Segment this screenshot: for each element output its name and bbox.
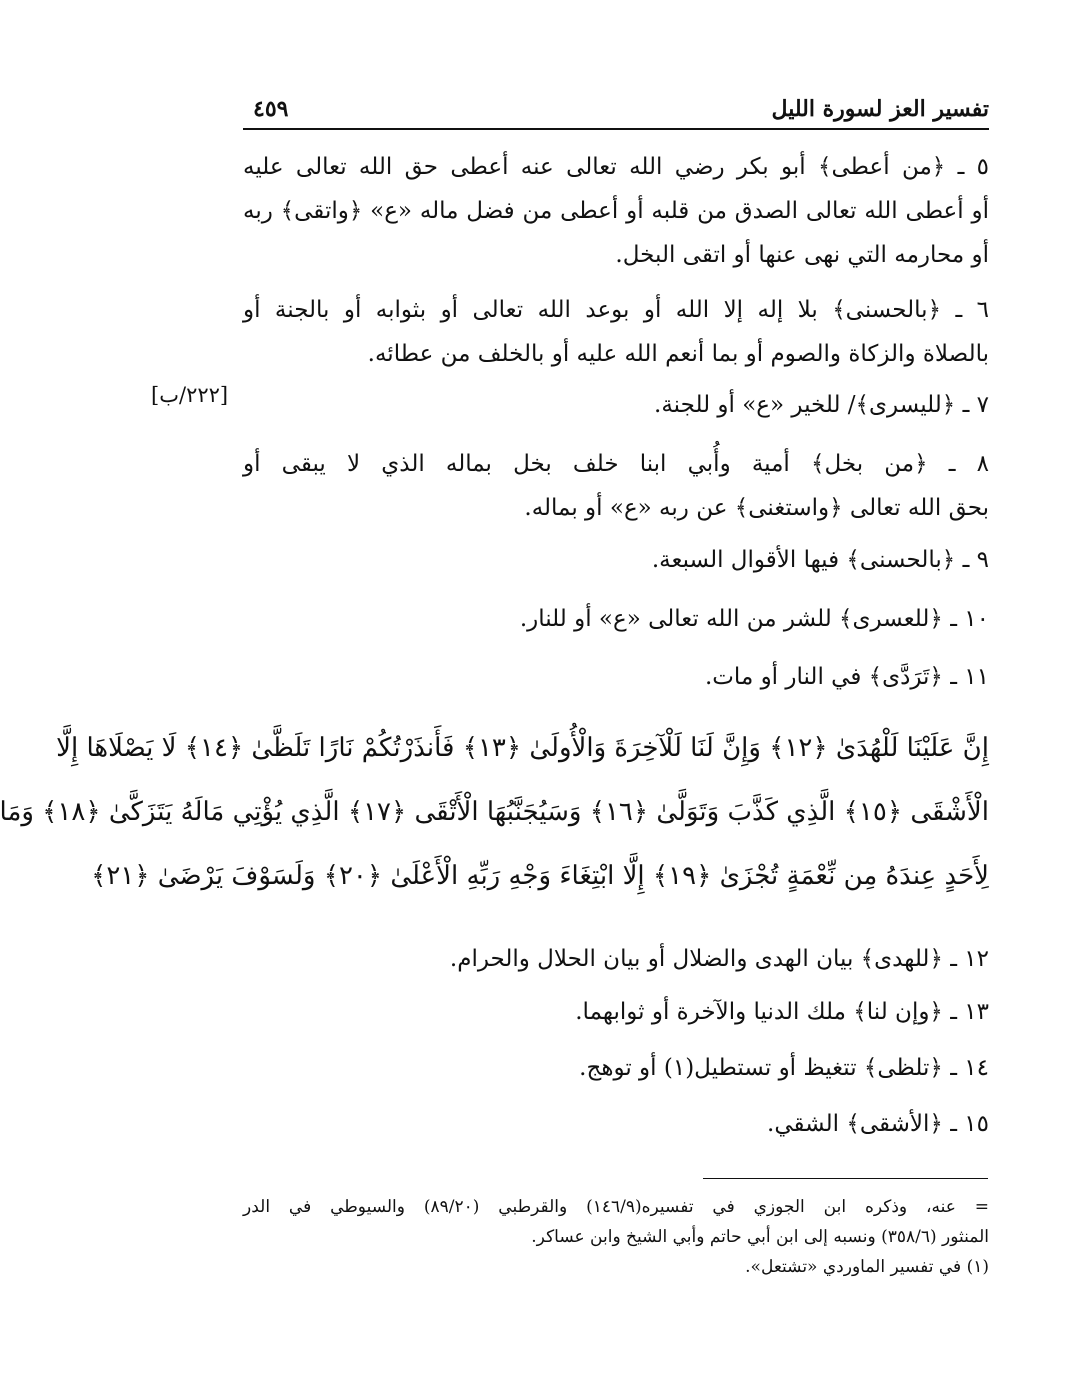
commentary-entry-5 [243,145,989,277]
text-line: ٦ ـ ﴿بالحسنى﴾ بلا إله إلا الله أو بوعد الله تعالى أو بثوابه أو بالجنة أو [243,297,989,323]
text-line: بالصلاة والزكاة والصوم أو بما أنعم الله عليه أو بالخلف من عطائه. [367,341,989,367]
quran-verses [0,716,989,908]
verse-line: لِأَحَدٍ عِندَهُ مِن نِّعْمَةٍ تُجْزَىٰ ﴿١٩﴾ إِلَّا ابْتِغَاءَ وَجْهِ رَبِّهِ الْأَعْلَىٰ ﴿٢٠﴾ وَلَسَوْفَ يَرْضَىٰ ﴿٢١﴾ [91,861,989,891]
footnote-separator [703,1178,988,1179]
text-line: أو محارمه التي نهى عنها أو اتقى البخل. [615,242,989,268]
text-line: بحق الله تعالى ﴿واستغنى﴾ عن ربه «ع» أو بماله. [524,495,989,521]
verse-line: إِنَّ عَلَيْنَا لَلْهُدَىٰ ﴿١٢﴾ وَإِنَّ لَنَا لَلْآخِرَةَ وَالْأُولَىٰ ﴿١٣﴾ فَأَنذَرْتُكُمْ نَارًا تَلَظَّىٰ ﴿١٤﴾ لَا يَصْلَاهَا إِلَّا [56,733,989,763]
commentary-entry-12 [243,937,989,981]
text-line: أو أعطى الله تعالى الصدق من قلبه أو أعطى من فضل ماله «ع» ﴿واتقى﴾ ربه [243,198,989,224]
commentary-entry-8 [243,442,989,530]
text-line: ٩ ـ ﴿بالحسنى﴾ فيها الأقوال السبعة. [651,547,989,573]
text-line: ١٤ ـ ﴿تلظى﴾ تتغيظ أو تستطيل(١) أو توهج. [579,1055,989,1081]
footnote-1: (١) في تفسير الماوردي «تشتعل». [745,1257,989,1277]
commentary-entry-6 [243,288,989,376]
text-line: ١٢ ـ ﴿للهدى﴾ بيان الهدى والضلال أو بيان الحلال والحرام. [449,946,989,972]
verse-line: الْأَشْقَى ﴿١٥﴾ الَّذِي كَذَّبَ وَتَوَلَّىٰ ﴿١٦﴾ وَسَيُجَنَّبُهَا الْأَتْقَى ﴿١٧﴾ الَّذِي يُؤْتِي مَالَهُ يَتَزَكَّىٰ ﴿١٨﴾ وَمَا [0,797,989,827]
footnote-line: = عنه، وذكره ابن الجوزي في تفسيره(١٤٦/٩) والقرطبي (٨٩/٢٠) والسيوطي في الدر [243,1197,989,1217]
manuscript-folio-marker: [٢٢٢/ب] [151,383,229,407]
footnote-line: المنثور (٣٥٨/٦) ونسبه إلى ابن أبي حاتم وأبي الشيخ وابن عساكر. [531,1227,989,1247]
commentary-entry-13 [243,990,989,1034]
commentary-entry-9 [243,538,989,582]
commentary-entry-7 [243,383,989,427]
commentary-entry-15 [243,1102,989,1146]
text-line: ١١ ـ ﴿تَرَدَّى﴾ في النار أو مات. [704,664,989,690]
commentary-entry-14 [243,1046,989,1090]
page-number: ٤٥٩ [253,96,289,122]
text-line: ١٣ ـ ﴿وإن لنا﴾ ملك الدنيا والآخرة أو ثوابهما. [575,999,989,1025]
commentary-entry-11 [243,655,989,699]
text-line: ٥ ـ ﴿من أعطى﴾ أبو بكر رضي الله تعالى عنه أعطى حق الله تعالى عليه [243,154,989,180]
footnotes [243,1192,989,1282]
text-line: ١٠ ـ ﴿للعسرى﴾ للشر من الله تعالى «ع» أو للنار. [519,606,989,632]
commentary-entry-10 [243,597,989,641]
page-header [243,88,989,130]
running-title: تفسير العز لسورة الليل [771,96,989,122]
text-line: ١٥ ـ ﴿الأشقى﴾ الشقي. [767,1111,989,1137]
text-line: ٨ ـ ﴿من بخل﴾ أمية وأُبي ابنا خلف بخل بماله الذي لا يبقى أو [243,451,989,477]
text-line: ٧ ـ ﴿لليسرى﴾/ للخير «ع» أو للجنة. [654,392,989,418]
